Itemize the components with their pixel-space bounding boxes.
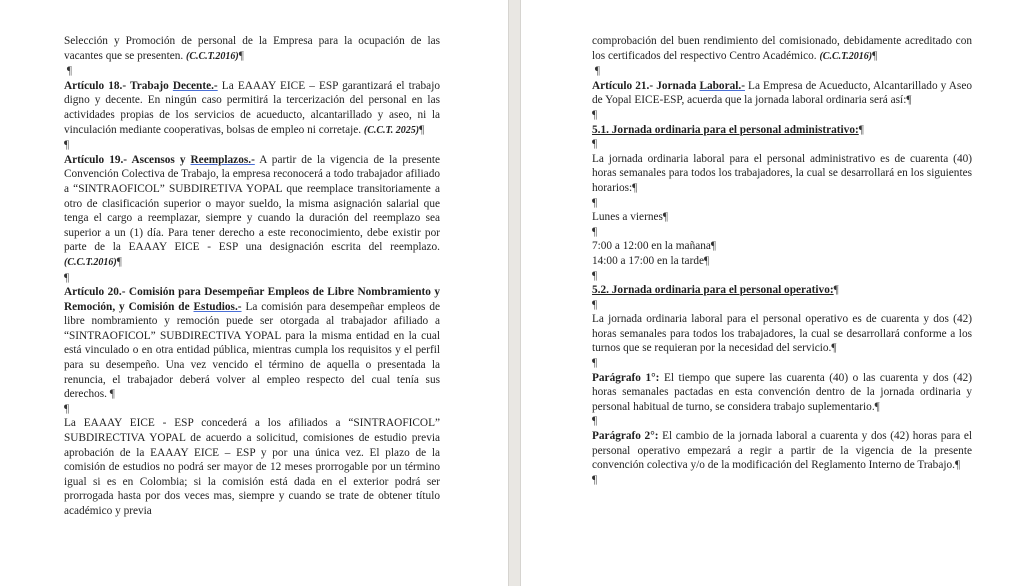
article-18-heading: Artículo 18.- Trabajo <box>64 79 173 92</box>
article-19-heading: Artículo 19.- Ascensos y <box>64 153 191 166</box>
section-5-1-heading[interactable]: 5.1. Jornada ordinaria para el personal administrativo:¶ <box>592 123 864 136</box>
article-20-body: La comisión para desempeñar empleos de libre nombramiento y remoción puede ser otorgada al trabajador afiliado a “SINTRAOFICOL” SUBDIRECTIVA YOPAL para la misma entidad en la cual está vinculado o en otra entidad pública, mientras cumpla los requisitos y el perfil para su desempeño. Una vez vencido el término de aquella o presentada la renuncia, el trabajador deberá volver al empleo respecto del cual tenía sus derechos. <box>64 300 440 401</box>
pilcrow-mark: ¶ <box>109 388 115 401</box>
pilcrow-mark: ¶ <box>592 415 598 428</box>
article-18-body: La EAAAY EICE – ESP garantizará el trabajo digno y decente. En ningún caso permitirá la tercerización del personal en las actividades propias de los servicios de acueducto, alcantarillado y aseo, ni la vinculación mediante cooperativas, bolsas de empleo ni corretaje. <box>64 79 440 136</box>
article-21-heading-underlined: Laboral.- <box>699 79 745 92</box>
pilcrow-mark: ¶ <box>116 255 122 268</box>
empty-paragraph[interactable] <box>592 108 972 123</box>
section-5-2-body[interactable]: La jornada ordinaria laboral para el personal operativo es de cuarenta y dos (42) horas semanales para todos los trabajadores, la cual se desarrollará conforme a los turnos que se requieran por la necesidad del servicio.¶ <box>592 313 972 355</box>
article-21-body: La Empresa de Acueducto, Alcantarillado y Aseo de Yopal EICE-ESP, acuerda que la jornada laboral ordinaria será así: <box>592 79 972 107</box>
pilcrow-mark: ¶ <box>872 49 878 62</box>
empty-paragraph[interactable] <box>64 64 440 79</box>
pilcrow-mark: ¶ <box>710 240 717 253</box>
empty-paragraph[interactable] <box>592 414 972 429</box>
article-21-heading: Artículo 21.- Jornada <box>592 79 700 92</box>
paragraph-seleccion[interactable]: Selección y Promoción de personal de la Empresa para la ocupación de las vacantes que se presenten. (C.C.T.2016)¶ <box>64 35 440 62</box>
reference-cct: (C.C.T.2016) <box>186 50 239 62</box>
pilcrow-mark: ¶ <box>64 271 70 284</box>
pilcrow-mark: ¶ <box>592 225 598 238</box>
page-left-text-column[interactable] <box>64 34 440 519</box>
article-21[interactable] <box>592 79 972 108</box>
schedule-afternoon[interactable]: 14:00 a 17:00 en la tarde¶ <box>592 254 710 267</box>
pilcrow-mark: ¶ <box>66 65 72 78</box>
pilcrow-mark: ¶ <box>238 49 244 62</box>
section-5-2-heading[interactable]: 5.2. Jornada ordinaria para el personal operativo:¶ <box>592 284 839 297</box>
pilcrow-mark: ¶ <box>64 402 70 415</box>
document-page-right[interactable] <box>521 0 1024 586</box>
pilcrow-mark: ¶ <box>592 357 598 370</box>
pilcrow-mark: ¶ <box>662 211 669 224</box>
empty-paragraph[interactable] <box>64 271 440 286</box>
paragrafo-1-label: Parágrafo 1°: <box>592 371 660 384</box>
article-19-body: A partir de la vigencia de la presente Convención Colectiva de Trabajo, la empresa reconocerá a todo trabajador afiliado a “SINTRAOFICOL” SUBDIRETIVA YOPAL que reemplace transitoriamente a otro de clasificación superior o mayor sueldo, la misma asignación salarial que tenga el cargo a reemplazar, siempre y cuando la duración del reemplazo sea superior a un (1) día. Para tener derecho a este reconocimiento, debe existir por parte de la EAAAY EICE - ESP una designación escrita del reemplazo. <box>64 153 440 254</box>
pilcrow-mark: ¶ <box>592 473 598 486</box>
pilcrow-mark: ¶ <box>704 254 710 267</box>
article-18[interactable] <box>64 79 440 138</box>
pilcrow-mark: ¶ <box>831 342 837 355</box>
section-5-1-body[interactable]: La jornada ordinaria laboral para el personal administrativo es de cuarenta (40) horas semanales para todos los trabajadores, la cual se desarrollará en los siguientes horarios:¶ <box>592 152 972 194</box>
page-gap <box>508 0 521 586</box>
article-20-heading: Artículo 20.- Comisión para Desempeñar Empleos de Libre Nombramiento y Remoción, y Comisión de <box>64 286 440 313</box>
article-18-heading-underlined: Decente.- <box>172 79 218 92</box>
reference-cct: (C.C.T.2016) <box>64 256 117 268</box>
paragraph-comprobacion[interactable]: comprobación del buen rendimiento del comisionado, debidamente acreditado con los certificados del respectivo Centro Académico. (C.C.T.2016)¶ <box>592 35 972 62</box>
reference-cct: (C.C.T. 2025) <box>363 124 420 136</box>
article-20[interactable] <box>64 285 440 402</box>
document-page-left[interactable] <box>0 0 508 586</box>
article-20-heading-underlined: Estudios.- <box>193 300 242 313</box>
pilcrow-mark: ¶ <box>858 123 864 136</box>
empty-paragraph[interactable] <box>592 473 972 488</box>
paragrafo-2[interactable]: Parágrafo 2°: El cambio de la jornada laboral a cuarenta y dos (42) horas para el personal operativo empezará a regir a partir de la vigencia de la presente convención colectiva y/o de la modificación del Reglamento Interno de Trabajo.¶ <box>592 430 972 472</box>
pilcrow-mark: ¶ <box>954 459 961 472</box>
page-right-text-column[interactable] <box>592 34 972 487</box>
pilcrow-mark: ¶ <box>592 138 598 151</box>
pilcrow-mark: ¶ <box>64 139 70 152</box>
paragraph-comisiones-estudio[interactable]: La EAAAY EICE - ESP concederá a los afiliados a “SINTRAOFICOL” SUBDIRECTIVA YOPAL de acuerdo a solicitud, comisiones de estudio previa aprobación de la EAAAY EICE – ESP y por una única vez. El plazo de la comisión de estudios no podrá ser mayor de 12 meses prorrogable por un término igual si es en Colombia; si la comisión está dada en el exterior podrá ser prorrogada hasta por dos veces mas, siempre y cuando se trate de obtener título académico y previa <box>64 417 440 517</box>
empty-paragraph[interactable] <box>592 196 972 211</box>
article-19-heading-underlined: Reemplazos.- <box>190 153 255 166</box>
empty-paragraph[interactable] <box>592 64 972 79</box>
pilcrow-mark: ¶ <box>592 298 598 311</box>
article-19[interactable] <box>64 153 440 271</box>
pilcrow-mark: ¶ <box>592 108 598 121</box>
paragrafo-2-label: Parágrafo 2°: <box>592 430 659 443</box>
empty-paragraph[interactable] <box>592 137 972 152</box>
pilcrow-mark: ¶ <box>592 269 598 282</box>
reference-cct: (C.C.T.2016) <box>819 50 873 62</box>
schedule-morning[interactable]: 7:00 a 12:00 en la mañana¶ <box>592 240 717 253</box>
empty-paragraph[interactable] <box>592 225 972 240</box>
pilcrow-mark: ¶ <box>874 400 880 413</box>
empty-paragraph[interactable] <box>592 356 972 371</box>
empty-paragraph[interactable] <box>64 402 440 417</box>
pilcrow-mark: ¶ <box>906 94 912 107</box>
schedule-days[interactable]: Lunes a viernes¶ <box>592 211 669 224</box>
pilcrow-mark: ¶ <box>833 284 839 297</box>
pilcrow-mark: ¶ <box>594 65 600 78</box>
empty-paragraph[interactable] <box>592 298 972 313</box>
pilcrow-mark: ¶ <box>632 181 638 194</box>
paragrafo-1[interactable]: Parágrafo 1°: El tiempo que supere las cuarenta (40) o las cuarenta y dos (42) horas semanales pactadas en esta convención dentro de la jornada ordinaria y personal habitual de turno, se considera trabajo suplementario.¶ <box>592 371 972 413</box>
pilcrow-mark: ¶ <box>592 196 598 209</box>
empty-paragraph[interactable] <box>592 269 972 284</box>
empty-paragraph[interactable] <box>64 138 440 153</box>
pilcrow-mark: ¶ <box>419 123 425 136</box>
